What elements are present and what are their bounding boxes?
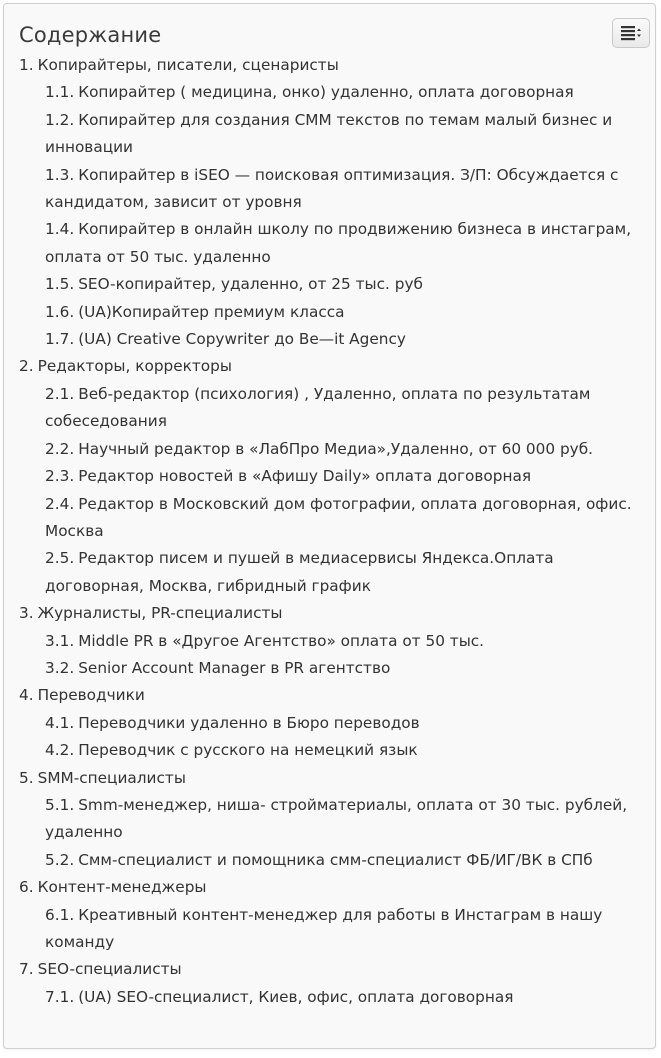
toc-item — [45, 216, 652, 271]
list-toggle-icon — [620, 25, 642, 41]
toc-item-label: (UA)Копирайтер премиум класса — [78, 302, 345, 321]
table-of-contents — [3, 3, 656, 1049]
toc-item-link[interactable] — [45, 495, 632, 540]
toc-section-label: Журналисты, PR-специалисты — [37, 604, 283, 623]
toc-item-link[interactable] — [45, 632, 484, 650]
toc-section — [19, 600, 652, 682]
toc-section-link[interactable] — [19, 357, 232, 375]
toc-sublist — [19, 710, 652, 765]
toc-sublist — [19, 984, 652, 1011]
toc-item-number: 2.1. — [45, 384, 75, 403]
toc-item — [45, 847, 652, 874]
toc-section-label: SMM-специалисты — [37, 768, 186, 787]
toc-item-label: Копирайтер ( медицина, онко) удаленно, оплата договорная — [78, 83, 574, 102]
toc-item — [45, 381, 652, 436]
toc-item-label: Middle PR в «Другое Агентство» оплата от 50 тыс. — [78, 631, 485, 650]
toc-item — [45, 326, 652, 353]
toc-item-label: Редактор в Московский дом фотографии, оплата договорная, офис. Москва — [45, 494, 632, 540]
toc-item — [45, 436, 652, 463]
toc-item — [45, 737, 652, 764]
toc-sublist — [19, 381, 652, 600]
toc-item-link[interactable] — [45, 275, 423, 293]
toc-title: Содержание — [19, 23, 162, 47]
toc-item-number: 4.1. — [45, 713, 75, 732]
toc-item-number: 7.1. — [45, 987, 75, 1006]
toc-item-link[interactable] — [45, 796, 627, 841]
toc-item-label: Редактор новостей в «Афишу Daily» оплата договорная — [78, 467, 532, 486]
toc-item-label: Смм-специалист и помощника смм-специалист ФБ/ИГ/ВК в СПб — [78, 850, 593, 869]
toc-item — [45, 491, 652, 546]
toc-item — [45, 902, 652, 957]
toc-section — [19, 682, 652, 764]
toc-item-number: 1.3. — [45, 165, 75, 184]
toc-section-number: 1. — [19, 56, 34, 74]
toc-section — [19, 956, 652, 1011]
toc-item-link[interactable] — [45, 385, 590, 430]
toc-section-number: 7. — [19, 960, 34, 979]
toc-item-label: Веб-редактор (психология) , Удаленно, оплата по результатам собеседования — [45, 384, 591, 431]
toc-item — [45, 162, 652, 217]
toc-item-label: Переводчики удаленно в Бюро переводов — [78, 713, 420, 732]
toc-section-number: 2. — [19, 357, 34, 376]
toc-section-label: Переводчики — [37, 686, 145, 705]
toc-item-link[interactable] — [45, 549, 554, 594]
toc-item-number: 1.2. — [45, 110, 75, 129]
toc-item-number: 1.6. — [45, 302, 75, 321]
toc-item — [45, 792, 652, 847]
toc-section-link[interactable] — [19, 769, 186, 787]
toc-section-number: 5. — [19, 768, 34, 787]
toc-item-link[interactable] — [45, 741, 418, 759]
toc-section-link[interactable] — [19, 960, 182, 978]
toc-item — [45, 628, 652, 655]
toc-item — [45, 463, 652, 490]
toc-section — [19, 765, 652, 875]
toc-section — [19, 52, 652, 353]
toc-item-link[interactable] — [45, 988, 513, 1006]
toc-item-number: 6.1. — [45, 905, 75, 924]
toc-item-label: Научный редактор в «ЛабПро Медиа»,Удаленно, от 60 000 руб. — [78, 439, 594, 458]
toc-section-link[interactable] — [19, 878, 207, 896]
toc-item-link[interactable] — [45, 906, 602, 951]
toc-item-link[interactable] — [45, 83, 574, 101]
toc-item-link[interactable] — [45, 166, 618, 211]
toc-item — [45, 107, 652, 162]
toc-item — [45, 299, 652, 326]
toc-sublist — [19, 902, 652, 957]
toc-item-number: 2.4. — [45, 494, 75, 513]
toc-section-number: 3. — [19, 604, 34, 623]
toc-item — [45, 655, 652, 682]
toc-item-link[interactable] — [45, 330, 406, 348]
toc-item-label: Редактор писем и пушей в медиасервисы Яндекса.Оплата договорная, Москва, гибридный график — [45, 549, 554, 595]
toc-item-number: 1.7. — [45, 330, 75, 349]
toc-sublist — [19, 792, 652, 874]
toc-item-number: 5.1. — [45, 795, 75, 814]
toc-item-link[interactable] — [45, 440, 593, 458]
toc-item-number: 4.2. — [45, 741, 75, 760]
toc-section — [19, 874, 652, 956]
toc-section-link[interactable] — [19, 686, 145, 704]
toc-item-label: Копирайтер в iSEO — поисковая оптимизация. З/П: Обсуждается с кандидатом, зависит от уровня — [45, 165, 619, 212]
toc-item-label: (UA) Creative Copywriter до Be—it Agency — [78, 330, 406, 349]
toc-section-link[interactable] — [19, 604, 283, 622]
toc-item — [45, 271, 652, 298]
toc-section-link[interactable] — [19, 56, 339, 74]
toc-item-label: SEO-копирайтер, удаленно, от 25 тыс. руб — [78, 275, 423, 294]
toc-sublist — [19, 79, 652, 353]
toc-item-number: 3.2. — [45, 658, 75, 677]
toc-item — [45, 984, 652, 1011]
toc-item — [45, 79, 652, 106]
toc-item-label: Копирайтер в онлайн школу по продвижению бизнеса в инстаграм, оплата от 50 тыс. удаленно — [45, 220, 632, 266]
toc-item-link[interactable] — [45, 303, 345, 321]
toc-section — [19, 353, 652, 600]
toc-item-number: 2.2. — [45, 439, 75, 458]
toc-list — [19, 52, 652, 1011]
toc-section-label: Контент-менеджеры — [37, 878, 207, 897]
toc-item-label: (UA) SEO-специалист, Киев, офис, оплата договорная — [78, 987, 514, 1006]
toc-section-label: Редакторы, корректоры — [37, 357, 232, 376]
toc-item-link[interactable] — [45, 111, 612, 156]
toc-item-number: 2.3. — [45, 467, 75, 486]
toc-section-label: Копирайтеры, писатели, сценаристы — [37, 56, 339, 74]
toc-toggle-button[interactable] — [612, 18, 650, 48]
toc-section-label: SEO-специалисты — [37, 960, 182, 979]
toc-item-number: 5.2. — [45, 850, 75, 869]
toc-item-label: Smm-менеджер, ниша- стройматериалы, оплата от 30 тыс. рублей, удаленно — [45, 795, 628, 842]
toc-sublist — [19, 628, 652, 683]
toc-item-label: Переводчик с русского на немецкий язык — [78, 741, 418, 760]
toc-item-label: Креативный контент-менеджер для работы в Инстаграм в нашу команду — [45, 905, 603, 951]
toc-item-link[interactable] — [45, 851, 593, 869]
toc-section-number: 4. — [19, 686, 34, 705]
toc-section-number: 6. — [19, 878, 34, 897]
toc-item-link[interactable] — [45, 659, 390, 677]
toc-item-number: 2.5. — [45, 549, 75, 568]
toc-item-link[interactable] — [45, 467, 531, 485]
toc-item-link[interactable] — [45, 714, 420, 732]
toc-item-number: 1.1. — [45, 83, 75, 102]
toc-item-number: 3.1. — [45, 631, 75, 650]
toc-item-link[interactable] — [45, 220, 631, 265]
toc-item-number: 1.5. — [45, 275, 75, 294]
toc-item-label: Копирайтер для создания СММ текстов по темам малый бизнес и инновации — [45, 110, 613, 157]
toc-item — [45, 710, 652, 737]
toc-item — [45, 545, 652, 600]
toc-item-number: 1.4. — [45, 220, 75, 239]
toc-item-label: Senior Account Manager в PR агентство — [78, 658, 391, 677]
